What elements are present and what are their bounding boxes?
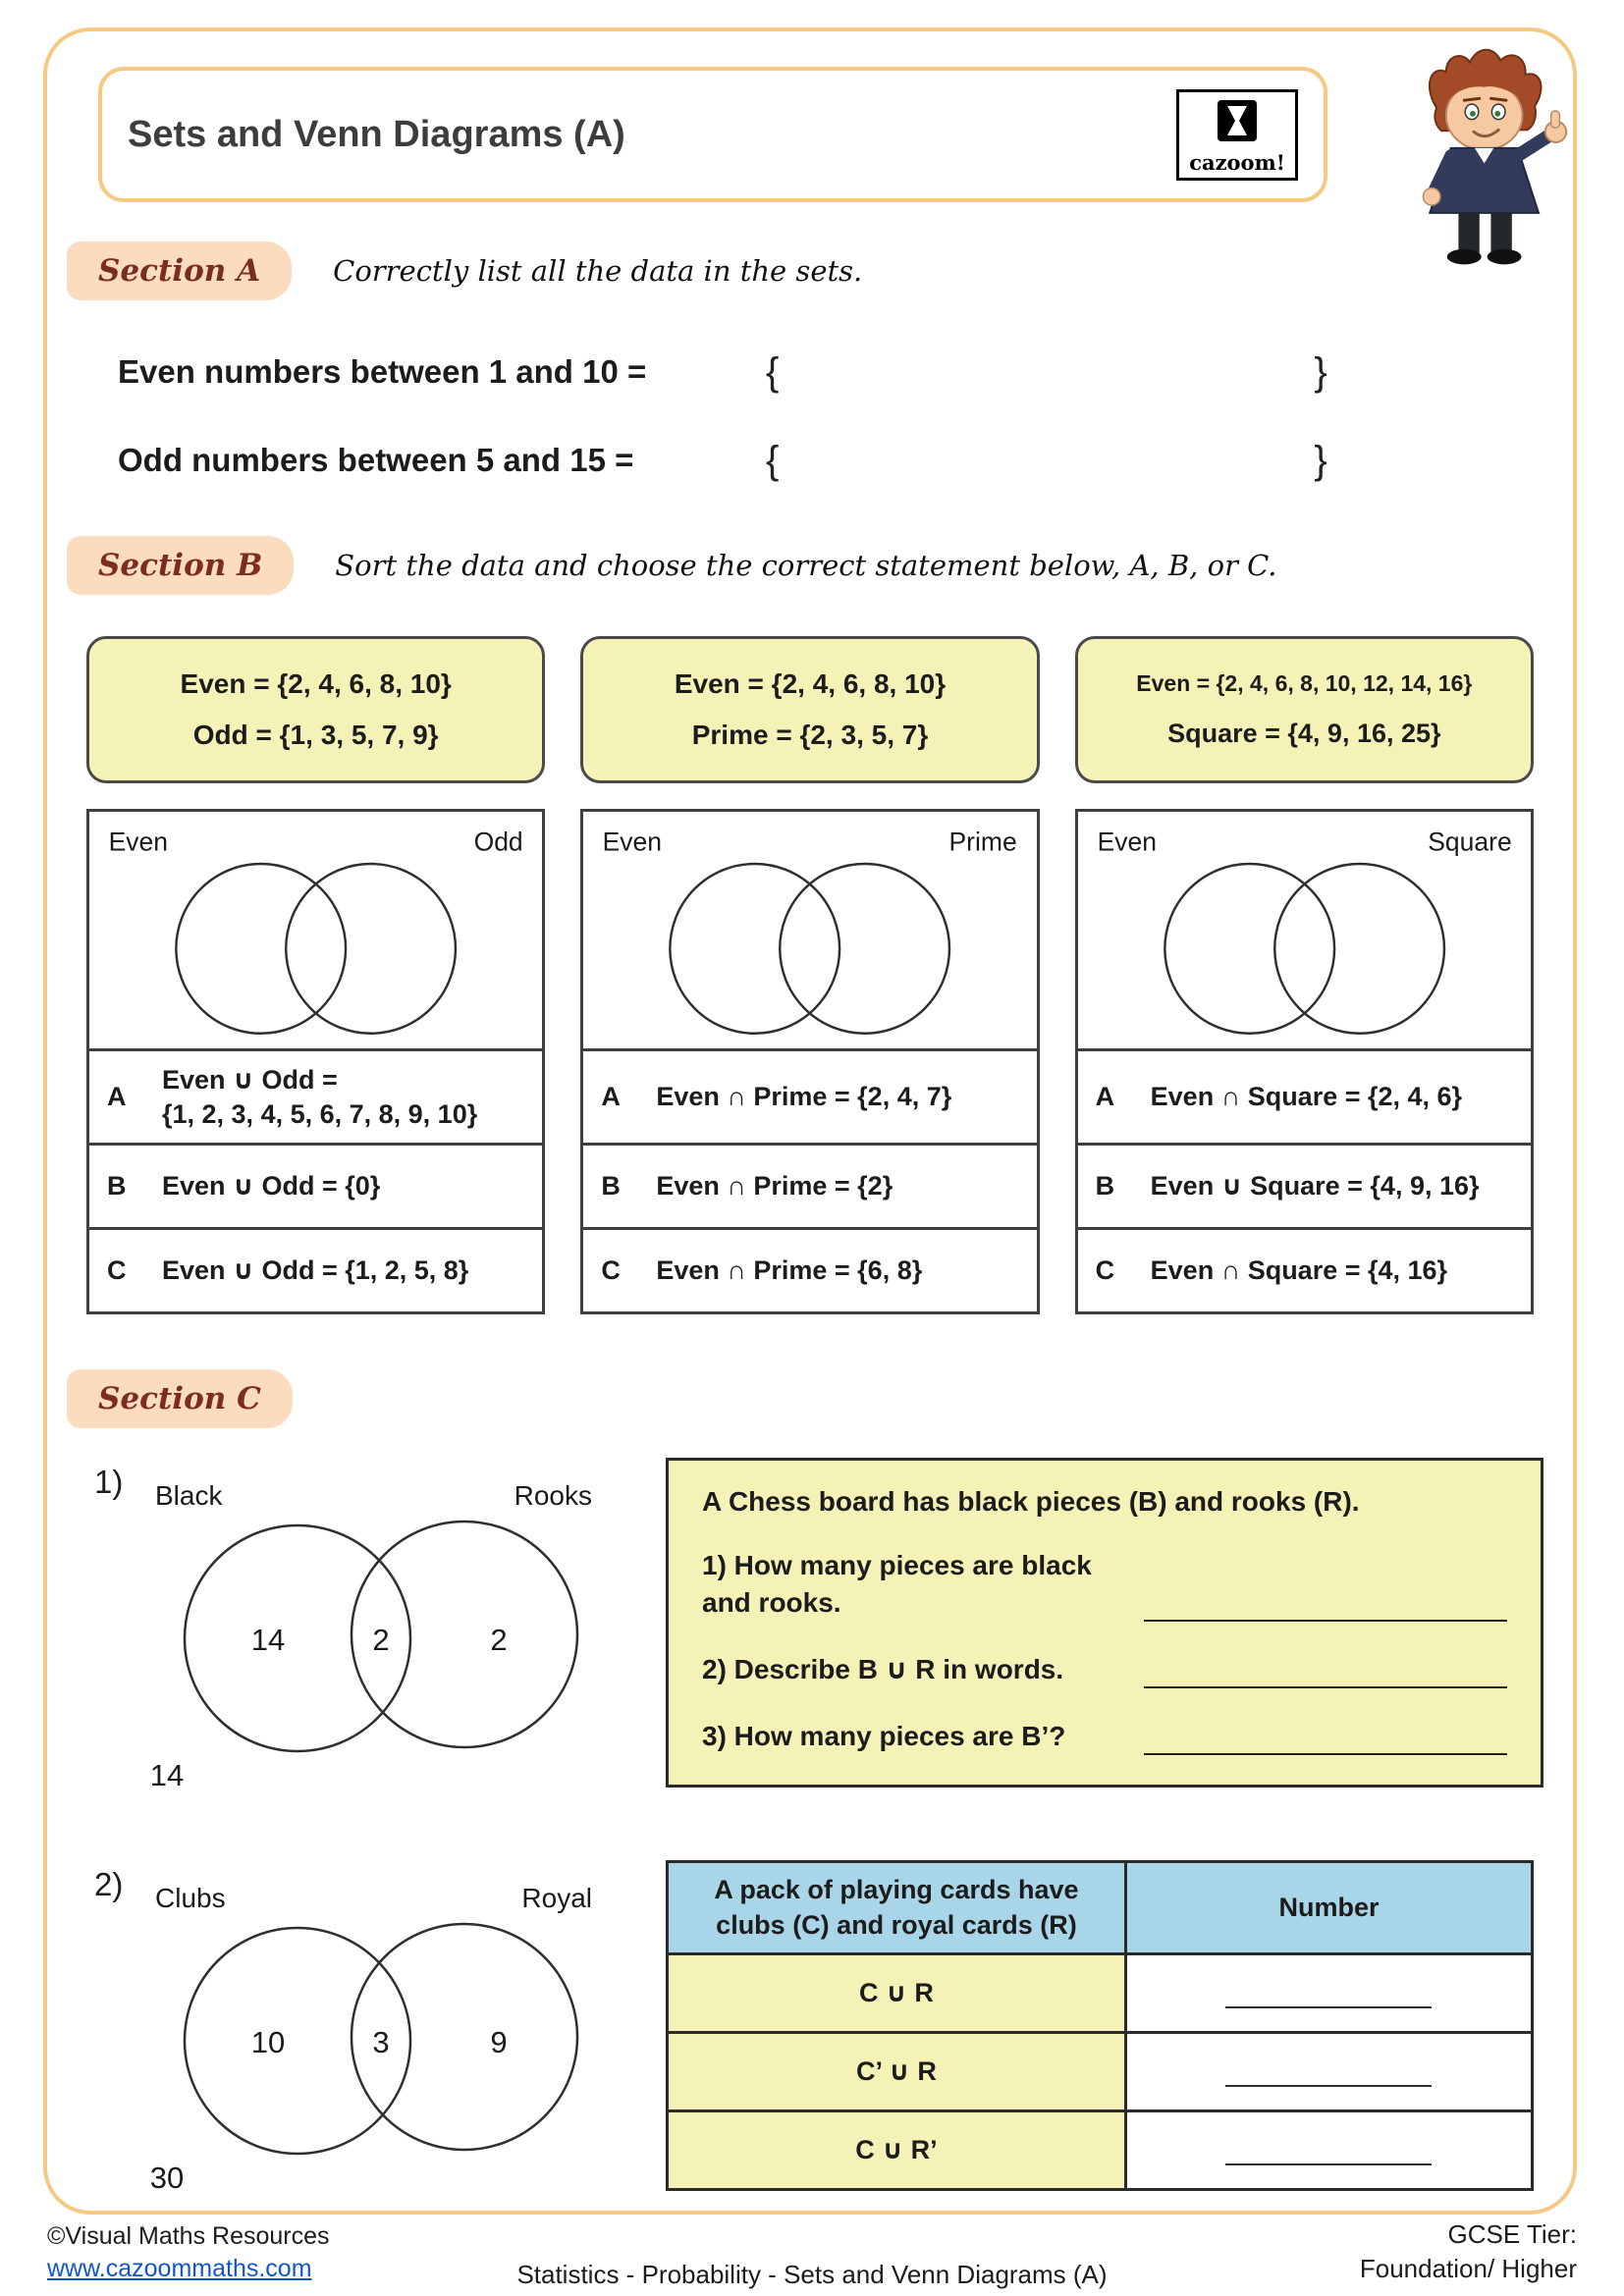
venn-and-options <box>580 809 1039 1314</box>
section-a-instruction: Correctly list all the data in the sets. <box>333 254 863 288</box>
set-line: Square = {4, 9, 16, 25} <box>1167 719 1441 748</box>
section-a-header <box>67 241 1573 300</box>
cards-table <box>666 1860 1534 2190</box>
venn-right-label: Prime <box>948 827 1018 857</box>
answer-line <box>1144 1659 1507 1688</box>
section-c-question-2 <box>86 1860 1534 2198</box>
footer-right <box>1360 2217 1577 2286</box>
option-text: Even ∩ Prime = {6, 8} <box>656 1255 923 1286</box>
footer-center: Statistics - Probability - Sets and Venn Diagrams (A) <box>516 2260 1108 2289</box>
venn-right-circle <box>781 864 950 1034</box>
prompt-text: 3) How many pieces are B’? <box>702 1720 1066 1751</box>
section-c-header <box>67 1369 1573 1428</box>
section-b-chip: Section B <box>67 536 294 595</box>
set-definitions <box>86 636 545 783</box>
option-letter: C <box>601 1255 621 1286</box>
answer-cell <box>1125 2032 1532 2110</box>
prompt-2 <box>702 1651 1507 1688</box>
column-even-square <box>1075 636 1534 1314</box>
prompt-3 <box>702 1718 1507 1755</box>
option-c[interactable] <box>89 1227 542 1311</box>
venn-area-cards <box>86 1860 666 2198</box>
table-header-number: Number <box>1125 1862 1532 1953</box>
chess-question-box <box>666 1458 1543 1787</box>
set-line: Prime = {2, 3, 5, 7} <box>691 720 929 750</box>
copyright-text: ©Visual Maths Resources <box>47 2221 330 2250</box>
option-a[interactable] <box>583 1048 1036 1143</box>
set-expression: C ∪ R <box>668 1953 1126 2032</box>
cazoom-logo-text: cazoom! <box>1189 149 1285 175</box>
option-letter: A <box>107 1082 127 1112</box>
venn-area-chess <box>86 1458 666 1795</box>
answer-line <box>1225 2061 1432 2087</box>
outside-value: 14 <box>149 1758 185 1793</box>
option-text: Even ∩ Prime = {2, 4, 7} <box>656 1082 952 1112</box>
question-number: 2) <box>94 1866 124 1903</box>
answer-line <box>1225 2140 1432 2165</box>
venn-left-label: Even <box>602 827 663 857</box>
footer <box>47 2219 1577 2290</box>
venn-right-label: Rooks <box>514 1480 592 1512</box>
option-letter: C <box>1095 1255 1115 1286</box>
option-c[interactable] <box>1078 1227 1531 1311</box>
intersection-value: 3 <box>372 2025 390 2060</box>
venn-left-circle <box>1164 864 1334 1034</box>
answer-line <box>1144 1726 1507 1755</box>
set-definitions <box>580 636 1039 783</box>
option-letter: B <box>601 1171 621 1201</box>
prompt-text: 2) Describe B ∪ R in words. <box>702 1654 1064 1685</box>
section-a-chip: Section A <box>67 241 292 300</box>
close-brace: } <box>1314 438 1327 482</box>
venn-diagram <box>583 812 1036 1048</box>
venn-right-circle <box>286 864 456 1034</box>
prompt-1 <box>702 1547 1507 1622</box>
option-a[interactable] <box>1078 1048 1531 1143</box>
option-text: Even ∪ Odd = {0} <box>162 1171 381 1201</box>
option-letter: A <box>601 1082 621 1112</box>
venn-right-label: Royal <box>521 1883 592 1914</box>
option-a[interactable] <box>89 1048 542 1143</box>
venn-diagram-cards <box>86 1874 666 2198</box>
option-letter: C <box>107 1255 127 1286</box>
left-only-value: 10 <box>250 2025 286 2060</box>
option-text: Even ∪ Odd = {1, 2, 5, 8} <box>162 1255 469 1286</box>
set-line: Even = {2, 4, 6, 8, 10} <box>180 668 452 699</box>
footer-left <box>47 2220 330 2287</box>
venn-diagram-chess <box>86 1471 666 1795</box>
worksheet-frame <box>43 27 1577 2215</box>
tier-label: GCSE Tier: <box>1447 2218 1577 2249</box>
close-brace: } <box>1314 349 1327 394</box>
answer-line <box>1225 1983 1432 2008</box>
option-letter: B <box>107 1171 127 1201</box>
option-b[interactable] <box>583 1143 1036 1227</box>
set-definitions <box>1075 636 1534 783</box>
set-expression: C ∪ R’ <box>668 2110 1126 2189</box>
answer-cell <box>1125 1953 1532 2032</box>
section-b-header <box>67 536 1573 595</box>
venn-left-label: Black <box>155 1480 223 1512</box>
header <box>98 67 1327 202</box>
intersection-value: 2 <box>372 1623 390 1658</box>
venn-and-options <box>86 809 545 1314</box>
chess-box-title: A Chess board has black pieces (B) and rooks (R). <box>702 1486 1360 1518</box>
venn-left-label: Even <box>108 827 169 857</box>
option-b[interactable] <box>1078 1143 1531 1227</box>
option-text: Even ∪ Square = {4, 9, 16} <box>1150 1171 1480 1201</box>
open-brace: { <box>766 349 780 394</box>
answer-line <box>1144 1592 1507 1622</box>
option-letter: A <box>1095 1082 1115 1112</box>
section-b-columns <box>86 636 1534 1314</box>
table-header-row <box>668 1862 1533 1953</box>
table-row <box>668 2110 1533 2189</box>
option-b[interactable] <box>89 1143 542 1227</box>
venn-left-label: Clubs <box>155 1883 226 1914</box>
table-row <box>668 1953 1533 2032</box>
question-even-numbers <box>47 342 1573 402</box>
question-text: Odd numbers between 5 and 15 = <box>118 442 634 478</box>
question-odd-numbers <box>47 430 1573 491</box>
outside-value: 30 <box>149 2161 185 2196</box>
question-number: 1) <box>94 1464 124 1501</box>
tier-value: Foundation/ Higher <box>1359 2253 1577 2283</box>
page-title: Sets and Venn Diagrams (A) <box>128 113 625 155</box>
venn-right-circle <box>1274 864 1444 1034</box>
column-even-prime <box>580 636 1039 1314</box>
section-c-chip: Section C <box>67 1369 293 1428</box>
mascot-illustration <box>1393 41 1585 280</box>
venn-diagram <box>89 812 542 1048</box>
website-link[interactable]: www.cazoommaths.com <box>47 2255 312 2283</box>
cazoom-logo <box>1176 89 1298 181</box>
section-b-instruction: Sort the data and choose the correct statement below, A, B, or C. <box>335 549 1277 582</box>
option-text: Even ∩ Prime = {2} <box>656 1171 893 1201</box>
section-c-question-1 <box>86 1458 1534 1795</box>
set-line: Even = {2, 4, 6, 8, 10, 12, 14, 16} <box>1136 670 1473 696</box>
venn-left-circle <box>671 864 840 1034</box>
right-only-value: 9 <box>490 2025 508 2060</box>
venn-and-options <box>1075 809 1534 1314</box>
venn-right-label: Odd <box>473 827 523 857</box>
set-expression: C’ ∪ R <box>668 2032 1126 2110</box>
table-row <box>668 2032 1533 2110</box>
open-brace: { <box>766 438 780 482</box>
cazoom-logo-icon <box>1216 98 1259 143</box>
venn-right-label: Square <box>1427 827 1512 857</box>
mascot-boy-icon <box>1393 41 1585 275</box>
venn-left-label: Even <box>1097 827 1157 857</box>
table-header-description: A pack of playing cards have clubs (C) and royal cards (R) <box>668 1862 1126 1953</box>
venn-left-circle <box>176 864 346 1034</box>
option-text: Even ∩ Square = {2, 4, 6} <box>1150 1082 1463 1112</box>
column-even-odd <box>86 636 545 1314</box>
left-only-value: 14 <box>250 1623 286 1658</box>
set-line: Even = {2, 4, 6, 8, 10} <box>674 668 947 699</box>
option-text: Even ∩ Square = {4, 16} <box>1150 1255 1448 1286</box>
set-line: Odd = {1, 3, 5, 7, 9} <box>192 720 439 750</box>
question-text: Even numbers between 1 and 10 = <box>118 353 647 390</box>
option-c[interactable] <box>583 1227 1036 1311</box>
prompt-text: 1) How many pieces are black and rooks. <box>702 1550 1092 1619</box>
option-text: Even ∪ Odd = {1, 2, 3, 4, 5, 6, 7, 8, 9, 10} <box>162 1064 478 1129</box>
right-only-value: 2 <box>490 1623 508 1658</box>
venn-diagram <box>1078 812 1531 1048</box>
answer-cell <box>1125 2110 1532 2189</box>
option-letter: B <box>1095 1171 1115 1201</box>
